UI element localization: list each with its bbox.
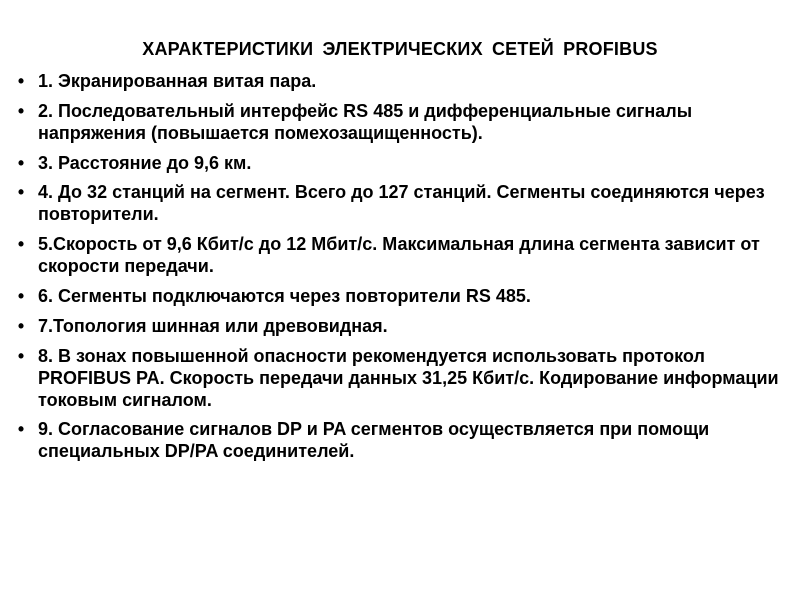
bullet-item-2 bbox=[10, 100, 780, 144]
bullet-text: 6. Сегменты подключаются через повторители RS 485. bbox=[38, 285, 531, 306]
bullet-item-4 bbox=[10, 181, 780, 225]
bullet-icon: • bbox=[17, 234, 25, 255]
bullet-text: 4. До 32 станций на сегмент. Всего до 127 станций. Сегменты соединяются через повторители. bbox=[38, 182, 765, 225]
bullet-text: 5.Скорость от 9,6 Кбит/с до 12 Мбит/с. Максимальная длина сегмента зависит от скорости передачи. bbox=[38, 234, 760, 277]
bullet-icon: • bbox=[17, 71, 25, 91]
slide-title: ХАРАКТЕРИСТИКИ ЭЛЕКТРИЧЕСКИХ СЕТЕЙ PROFIBUS bbox=[142, 39, 658, 59]
bullet-icon: • bbox=[17, 100, 25, 121]
bullet-item-1 bbox=[10, 70, 780, 92]
bullet-item-8 bbox=[10, 345, 780, 411]
bullet-icon: • bbox=[17, 152, 25, 173]
bullet-text: 8. В зонах повышенной опасности рекомендуется использовать протокол PROFIBUS PA. Скорость передачи данных 31,25 Кбит/с. Кодирование информации токовым сигналом. bbox=[38, 345, 779, 410]
bullet-item-9 bbox=[10, 418, 780, 462]
bullet-item-7 bbox=[10, 315, 780, 337]
bullet-icon: • bbox=[17, 285, 25, 306]
bullet-item-3 bbox=[10, 152, 780, 174]
bullet-text: 1. Экранированная витая пара. bbox=[38, 71, 317, 91]
bullet-text: 3. Расстояние до 9,6 км. bbox=[38, 152, 252, 173]
bullet-icon: • bbox=[17, 345, 25, 366]
bullet-list bbox=[10, 70, 780, 470]
bullet-item-5 bbox=[10, 233, 780, 277]
bullet-icon: • bbox=[17, 182, 25, 203]
bullet-text: 2. Последовательный интерфейс RS 485 и дифференциальные сигналы напряжения (повышается помехозащищенность). bbox=[38, 100, 693, 143]
bullet-item-6 bbox=[10, 285, 780, 307]
bullet-text: 9. Согласование сигналов DP и PA сегментов осуществляется при помощи специальных DP/PA соединителей. bbox=[38, 419, 710, 462]
bullet-icon: • bbox=[17, 419, 25, 440]
bullet-text: 7.Топология шинная или древовидная. bbox=[38, 315, 388, 336]
bullet-icon: • bbox=[17, 315, 25, 336]
